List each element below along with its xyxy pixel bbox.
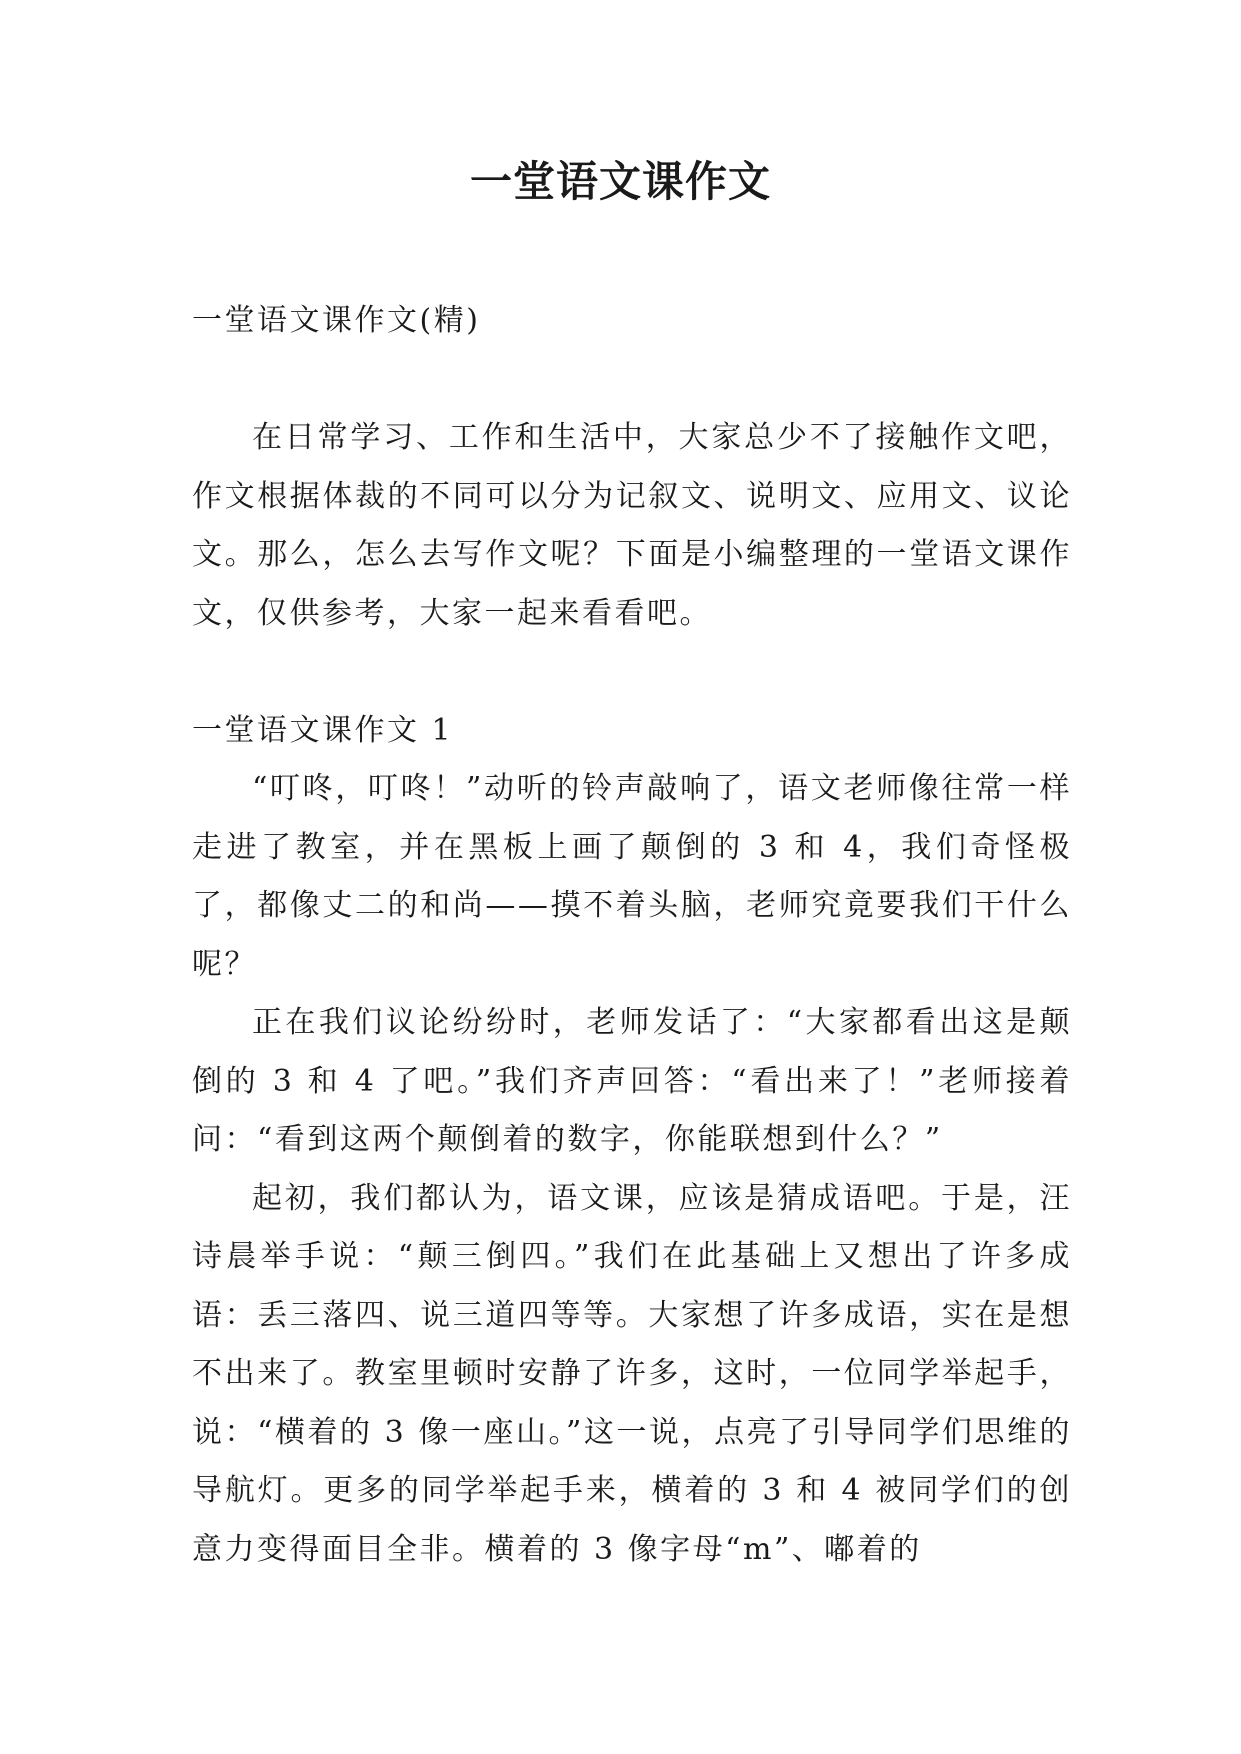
body-paragraph: 正在我们议论纷纷时，老师发话了：“大家都看出这是颠倒的 3 和 4 了吧。”我们齐声回答：“看出来了！”老师接着问：“看到这两个颠倒着的数字，你能联想到什么？” xyxy=(192,1005,1072,1157)
document-body xyxy=(192,292,1072,1579)
intro-paragraph: 在日常学习、工作和生活中，大家总少不了接触作文吧，作文根据体裁的不同可以分为记叙文、说明文、应用文、议论文。那么，怎么去写作文呢？下面是小编整理的一堂语文课作文，仅供参考，大家一起来看看吧。 xyxy=(192,420,1072,631)
body-paragraph: 起初，我们都认为，语文课，应该是猜成语吧。于是，汪诗晨举手说：“颠三倒四。”我们在此基础上又想出了许多成语：丢三落四、说三道四等等。大家想了许多成语，实在是想不出来了。教室里顿时安静了许多，这时，一位同学举起手，说：“横着的 3 像一座山。”这一说，点亮了引导同学们思维的导航灯。更多的同学举起手来，横着的 3 和 4 被同学们的创意力变得面目全非。横着的 3 像字母“m”、嘟着的 xyxy=(192,1180,1072,1567)
document-subtitle: 一堂语文课作文(精) xyxy=(192,303,481,338)
document-title: 一堂语文课作文 xyxy=(469,157,771,206)
section-heading: 一堂语文课作文 1 xyxy=(192,712,454,748)
body-paragraph: “叮咚，叮咚！”动听的铃声敲响了，语文老师像往常一样走进了教室，并在黑板上画了颠倒的 3 和 4，我们奇怪极了，都像丈二的和尚——摸不着头脑，老师究竟要我们干什么呢？ xyxy=(192,771,1072,982)
